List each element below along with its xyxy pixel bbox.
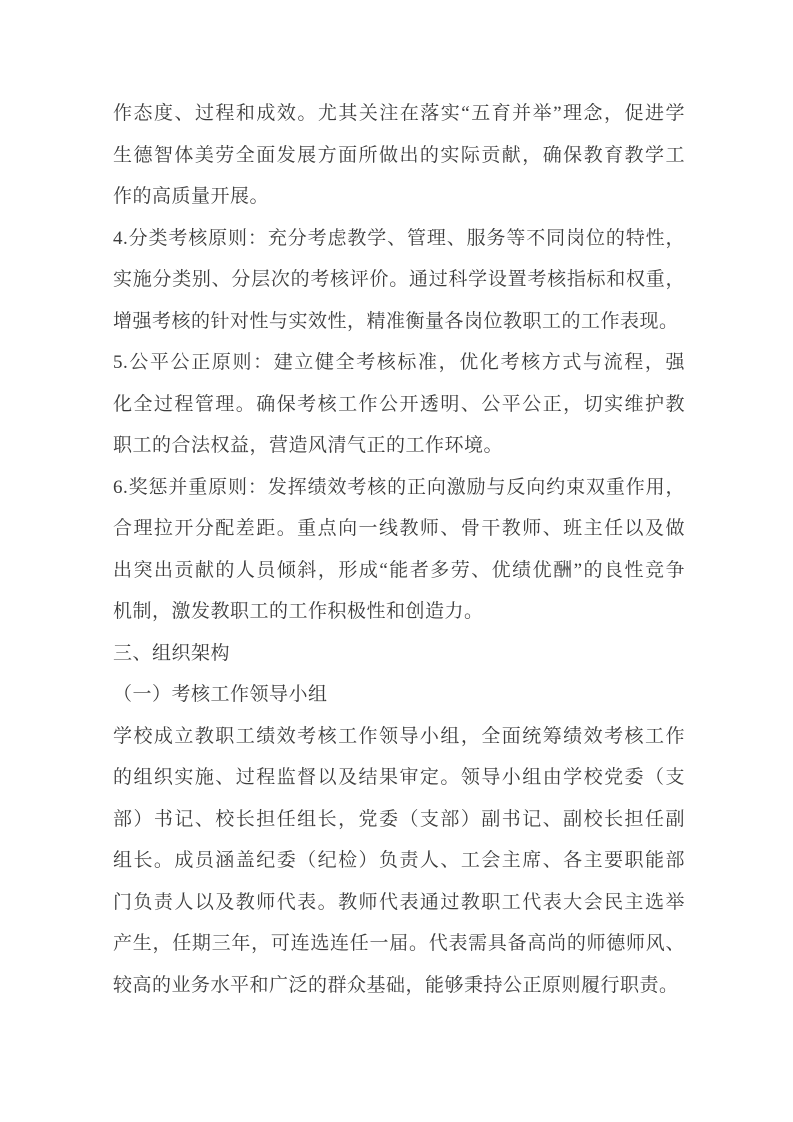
text-line: 合理拉开分配差距。重点向一线教师、骨干教师、班主任以及做 (113, 518, 685, 539)
document-text-body (113, 93, 685, 1006)
text-line: 职工的合法权益，营造风清气正的工作环境。 (113, 435, 504, 456)
text-line: 5.公平公正原则：建立健全考核标准，优化考核方式与流程，强 (113, 352, 685, 373)
text-line: 较高的业务水平和广泛的群众基础，能够秉持公正原则履行职责。 (113, 974, 679, 996)
heading-subsection-1: （一）考核工作领导小组 (113, 684, 328, 705)
text-line: 门负责人以及教师代表。教师代表通过教职工代表大会民主选举 (113, 891, 685, 913)
text-line: 的组织实施、过程监督以及结果审定。领导小组由学校党委（支 (113, 767, 685, 788)
text-line: 增强考核的针对性与实效性，精准衡量各岗位教职工的工作表现。 (113, 310, 679, 332)
text-line: 产生，任期三年，可连选连任一届。代表需具备高尚的师德师风、 (113, 933, 685, 954)
text-line: 实施分类别、分层次的考核评价。通过科学设置考核指标和权重， (113, 269, 685, 290)
heading-section-3: 三、组织架构 (113, 642, 231, 664)
text-line: 部）书记、校长担任组长，党委（支部）副书记、副校长担任副 (113, 808, 685, 830)
text-line: 化全过程管理。确保考核工作公开透明、公平公正，切实维护教 (113, 393, 685, 415)
text-line: 生德智体美劳全面发展方面所做出的实际贡献，确保教育教学工 (113, 144, 685, 166)
text-line: 学校成立教职工绩效考核工作领导小组，全面统筹绩效考核工作 (113, 725, 685, 747)
text-line: 作态度、过程和成效。尤其关注在落实“五育并举”理念，促进学 (113, 103, 685, 124)
text-line: 作的高质量开展。 (113, 186, 270, 207)
text-line: 组长。成员涵盖纪委（纪检）负责人、工会主席、各主要职能部 (113, 850, 685, 871)
text-line: 机制，激发教职工的工作积极性和创造力。 (113, 601, 484, 622)
text-line: 出突出贡献的人员倾斜，形成“能者多劳、优绩优酬”的良性竞争 (113, 559, 685, 581)
text-line: 4.分类考核原则：充分考虑教学、管理、服务等不同岗位的特性， (113, 227, 685, 249)
text-line: 6.奖惩并重原则：发挥绩效考核的正向激励与反向约束双重作用， (113, 476, 685, 498)
